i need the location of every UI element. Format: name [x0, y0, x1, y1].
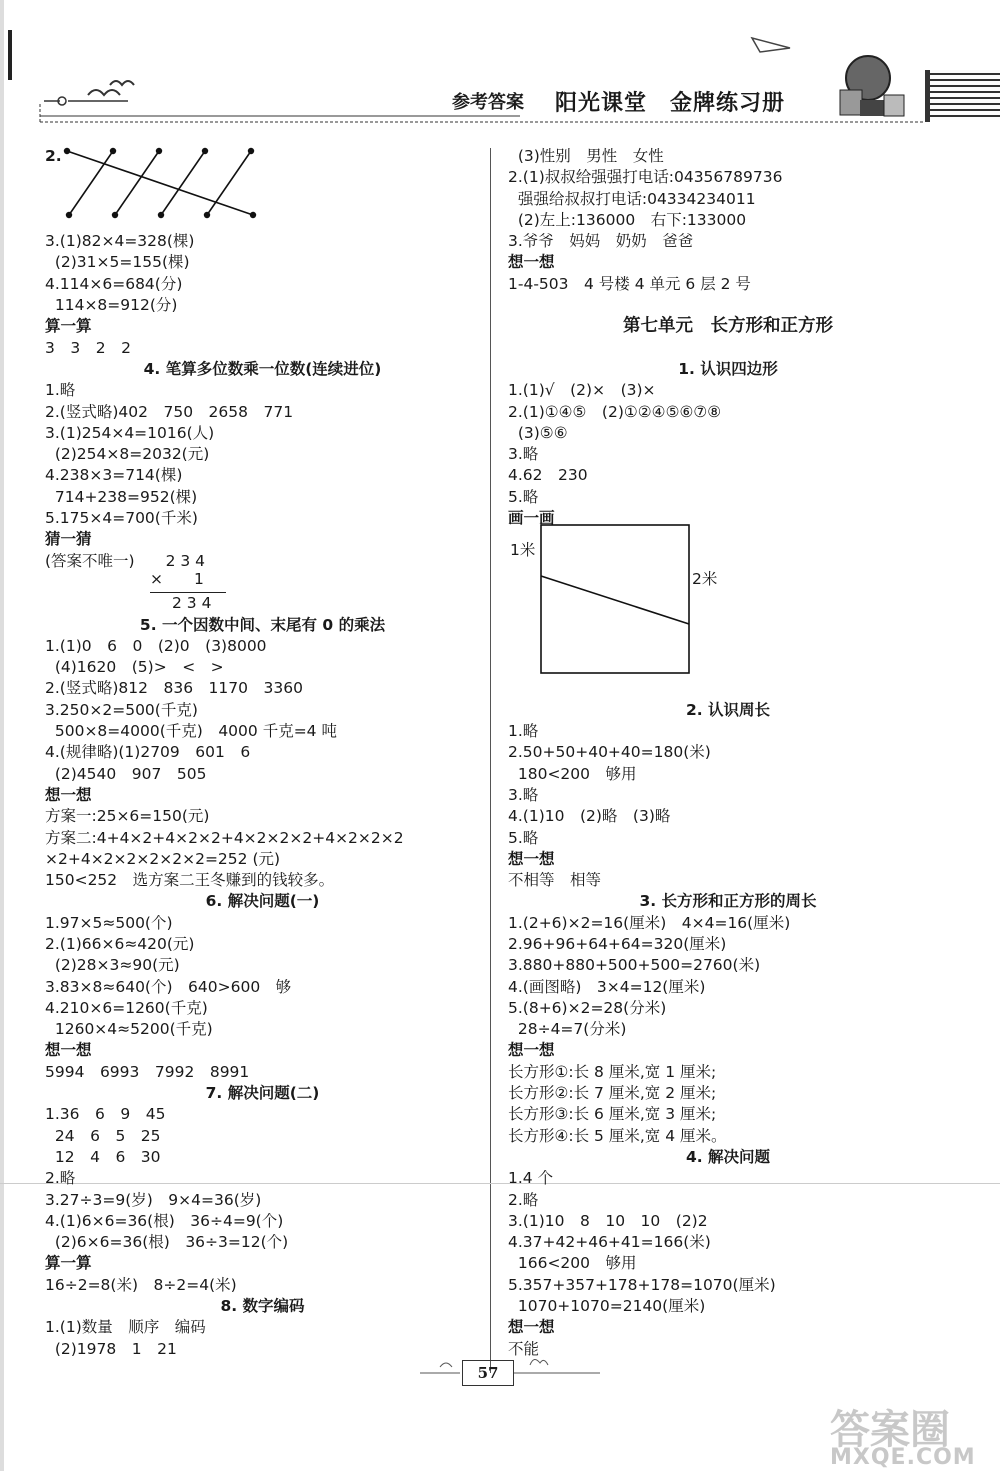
answer-line: 3.27÷3=9(岁) 9×4=36(岁) [45, 1190, 262, 1209]
multiplication-rule [150, 592, 226, 593]
section-heading: 6. 解决问题(一) [205, 892, 320, 911]
answer-line: 3.(1)82×4=328(棵) [45, 232, 195, 251]
page-header [0, 0, 1000, 135]
answer-line: 2.略 [45, 1169, 76, 1188]
answer-line: 4.(1)10 (2)略 (3)略 [508, 807, 671, 826]
answer-line: 180<200 够用 [508, 764, 637, 783]
subsection-label: 想一想 [45, 1041, 92, 1060]
answer-line [45, 593, 480, 614]
answer-line: 1.(1)√ (2)× (3)× [508, 381, 656, 400]
answer-line: 3.略 [508, 785, 539, 804]
answer-line [45, 572, 480, 593]
answer-line: 2.96+96+64+64=320(厘米) [508, 934, 727, 953]
subsection-label: 想一想 [508, 849, 555, 868]
right-column [508, 146, 948, 1360]
page-number: 57 [462, 1360, 514, 1386]
answer-line: 4.114×6=684(分) [45, 274, 183, 293]
answer-line: (2)31×5=155(棵) [45, 253, 190, 272]
multiplication-row2: × 1 [150, 570, 204, 588]
section-heading: 第七单元 长方形和正方形 [623, 316, 833, 337]
answer-line [508, 295, 948, 316]
answer-line: 长方形③:长 6 厘米,宽 3 厘米; [508, 1105, 717, 1124]
answer-line: 24 6 5 25 [45, 1126, 161, 1145]
answer-line: 5994 6993 7992 8991 [45, 1062, 250, 1081]
answer-line: 3.爷爷 妈妈 奶奶 爸爸 [508, 232, 694, 251]
watermark-logo: 答案圈 [830, 1407, 950, 1453]
subsection-label: 画一画 [508, 509, 555, 528]
section-heading: 4. 解决问题 [685, 1147, 771, 1166]
answer-line: 1260×4≈5200(千克) [45, 1020, 213, 1039]
answer-line: 3.(1)10 8 10 10 (2)2 [508, 1211, 708, 1230]
answer-line: 4.62 230 [508, 466, 588, 485]
answer-line: (2)6×6=36(根) 36÷3=12(个) [45, 1233, 289, 1252]
subsection-label: 想一想 [45, 785, 92, 804]
answer-line: 2.50+50+40+40=180(米) [508, 743, 711, 762]
answer-line: 4.(画图略) 3×4=12(厘米) [508, 977, 706, 996]
answer-line: (2)4540 907 505 [45, 764, 207, 783]
answer-line: (4)1620 (5)> < > [45, 658, 224, 677]
answer-line: 1-4-503 4 号楼 4 单元 6 层 2 号 [508, 274, 751, 293]
answer-line: 2.(1)①④⑤ (2)①②④⑤⑥⑦⑧ [508, 402, 722, 421]
answer-line: 1.(1)0 6 0 (2)0 (3)8000 [45, 636, 267, 655]
header-title: 阳光课堂 金牌练习册 [555, 90, 786, 116]
answer-line: 长方形④:长 5 厘米,宽 4 厘米。 [508, 1126, 727, 1145]
answer-line: 1.略 [508, 722, 539, 741]
subsection-label: 算一算 [45, 317, 92, 336]
answer-line: 3.880+880+500+500=2760(米) [508, 956, 761, 975]
answer-line: 4.238×3=714(棵) [45, 466, 183, 485]
left-column [45, 146, 480, 1360]
multiplication-row3: 2 3 4 [172, 594, 212, 612]
answer-line: 1070+1070=2140(厘米) [508, 1297, 706, 1316]
subsection-label: 想一想 [508, 1318, 555, 1337]
answer-line: 16÷2=8(米) 8÷2=4(米) [45, 1275, 237, 1294]
answer-line: 5.(8+6)×2=28(分米) [508, 998, 667, 1017]
answer-line: 114×8=912(分) [45, 296, 178, 315]
answer-line: 3.(1)254×4=1016(人) [45, 423, 215, 442]
section-heading: 8. 数字编码 [220, 1297, 305, 1316]
answer-line: 4.210×6=1260(千克) [45, 998, 208, 1017]
answer-line: 12 4 6 30 [45, 1147, 161, 1166]
answer-line: (2)28×3≈90(元) [45, 956, 180, 975]
answer-line: (答案不唯一) 2 3 4 [45, 551, 206, 570]
section-heading: 3. 长方形和正方形的周长 [639, 892, 817, 911]
section-heading: 7. 解决问题(二) [205, 1084, 320, 1103]
column-divider [490, 148, 491, 1373]
answer-line: 3 3 2 2 [45, 338, 131, 357]
answer-line: 1.97×5≈500(个) [45, 913, 173, 932]
answer-line: 166<200 够用 [508, 1254, 637, 1273]
answer-line: 5.略 [508, 828, 539, 847]
answer-line: (3)性别 男性 女性 [508, 147, 664, 165]
answer-line: 5.略 [508, 487, 539, 506]
answer-line: 1.36 6 9 45 [45, 1105, 166, 1124]
figure-right-label: 2米 [692, 570, 718, 588]
header-label: 参考答案 [452, 92, 524, 113]
answer-line: 1.(2+6)×2=16(厘米) 4×4=16(厘米) [508, 913, 791, 932]
rectangle-figure [540, 524, 692, 676]
answer-line: 4.(1)6×6=36(根) 36÷4=9(个) [45, 1211, 284, 1230]
answer-line: 4.(规律略)(1)2709 601 6 [45, 743, 251, 762]
figure-left-label: 1米 [510, 541, 536, 559]
answer-line: 3.略 [508, 445, 539, 464]
header-decoration [0, 0, 1000, 135]
answer-line: 150<252 选方案二王冬赚到的钱较多。 [45, 871, 335, 890]
subsection-label: 猜一猜 [45, 530, 92, 549]
section-heading: 1. 认识四边形 [678, 359, 778, 378]
subsection-label: 想一想 [508, 1041, 555, 1060]
subsection-label: 2. [45, 147, 62, 165]
answer-line: 2.略 [508, 1190, 539, 1209]
answer-line: 4.37+42+46+41=166(米) [508, 1233, 711, 1252]
section-heading: 4. 笔算多位数乘一位数(连续进位) [143, 359, 382, 378]
answer-line: 长方形②:长 7 厘米,宽 2 厘米; [508, 1084, 717, 1103]
answer-line: 强强给叔叔打电话:04334234011 [508, 189, 756, 208]
answer-line: 不能 [508, 1339, 540, 1358]
answer-line: 2.(竖式略)812 836 1170 3360 [45, 679, 303, 698]
answer-line: 3.83×8≈640(个) 640>600 够 [45, 977, 292, 996]
answer-line: 500×8=4000(千克) 4000 千克=4 吨 [45, 722, 337, 741]
answer-line: (2)1978 1 21 [45, 1339, 177, 1358]
matching-diagram [55, 143, 290, 228]
subsection-label: 想一想 [508, 253, 555, 272]
section-heading: 2. 认识周长 [685, 700, 771, 719]
watermark-url: MXQE.COM [830, 1445, 976, 1470]
answer-line: 1.4 个 [508, 1169, 554, 1188]
answer-line: 2.(1)66×6≈420(元) [45, 934, 195, 953]
answer-line: 714+238=952(棵) [45, 487, 198, 506]
answer-line: 2.(1)叔叔给强强打电话:04356789736 [508, 168, 783, 187]
page-edge [0, 0, 4, 1471]
answer-line: 5.175×4=700(千米) [45, 509, 198, 528]
subsection-label: 算一算 [45, 1254, 92, 1273]
answer-line: 不相等 相等 [508, 871, 602, 890]
answer-line: (2)254×8=2032(元) [45, 445, 210, 464]
answer-line: (3)⑤⑥ [508, 423, 568, 442]
answer-line [508, 678, 948, 699]
answer-line: ×2+4×2×2×2×2×2=252 (元) [45, 849, 281, 868]
section-heading: 5. 一个因数中间、末尾有 0 的乘法 [139, 615, 386, 634]
answer-line: (2)左上:136000 右下:133000 [508, 210, 747, 229]
answer-line: 1.略 [45, 381, 76, 400]
answer-line: 方案一:25×6=150(元) [45, 807, 210, 826]
answer-line: 方案二:4+4×2+4×2×2+4×2×2×2+4×2×2×2 [45, 828, 404, 847]
answer-line: 3.250×2=500(千克) [45, 700, 198, 719]
answer-line: 长方形①:长 8 厘米,宽 1 厘米; [508, 1062, 717, 1081]
answer-line: 28÷4=7(分米) [508, 1020, 627, 1039]
answer-line [508, 338, 948, 359]
answer-line: 1.(1)数量 顺序 编码 [45, 1318, 206, 1337]
answer-line: 2.(竖式略)402 750 2658 771 [45, 402, 294, 421]
answer-line: 5.357+357+178+178=1070(厘米) [508, 1275, 776, 1294]
